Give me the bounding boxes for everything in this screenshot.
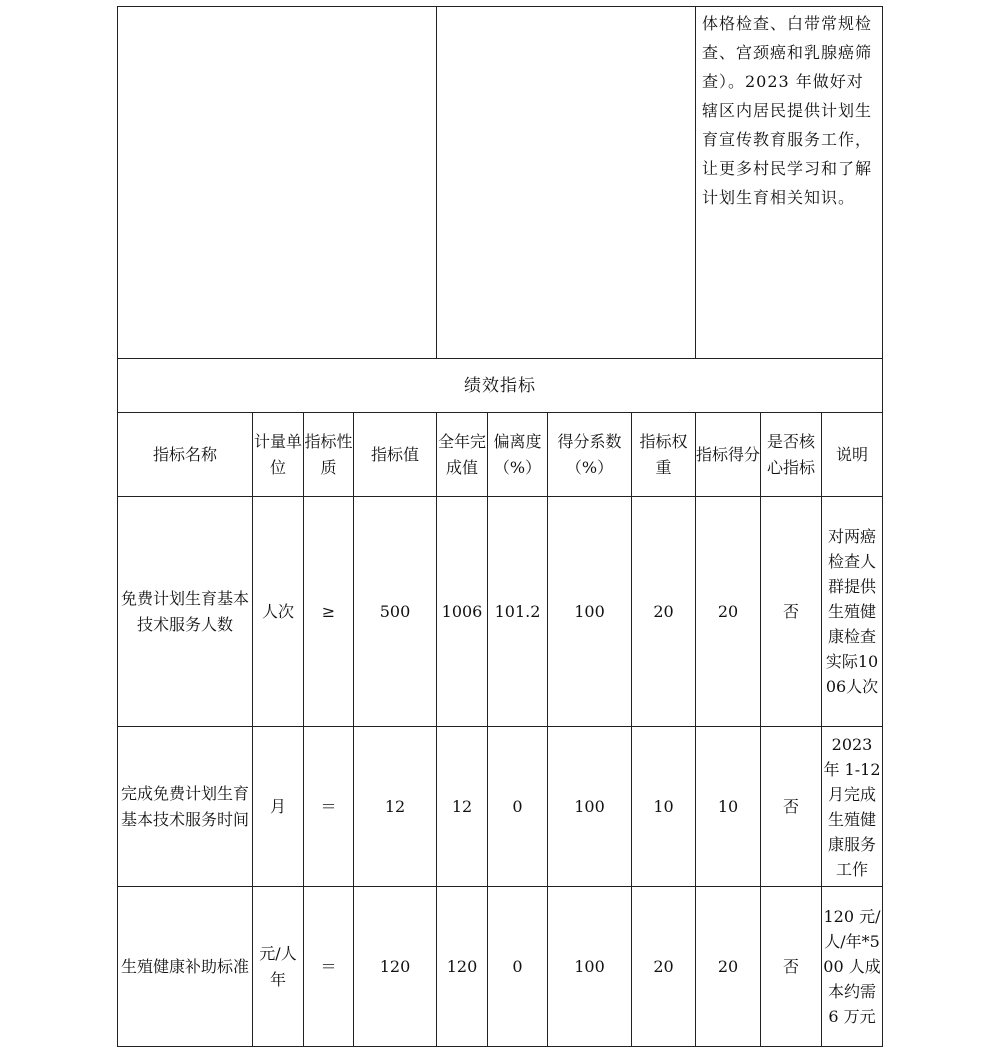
nature: ≥ <box>304 497 354 727</box>
core-flag: 否 <box>761 727 822 887</box>
note: 2023 年 1-12 月完成生殖健康服务工作 <box>822 727 883 887</box>
section-title-row <box>118 359 883 413</box>
note: 对两癌检查人群提供生殖健康检查实际1006人次 <box>822 497 883 727</box>
coefficient-value: 100 <box>548 497 632 727</box>
header-core: 是否核心指标 <box>761 413 822 497</box>
indicator-name: 生殖健康补助标准 <box>118 887 253 1047</box>
weight-value: 10 <box>632 727 696 887</box>
coefficient-value: 100 <box>548 887 632 1047</box>
target-value: 120 <box>354 887 437 1047</box>
deviation-value: 101.2 <box>488 497 548 727</box>
indicator-name: 完成免费计划生育基本技术服务时间 <box>118 727 253 887</box>
table-row <box>118 887 883 1047</box>
header-weight: 指标权重 <box>632 413 696 497</box>
header-nature: 指标性质 <box>304 413 354 497</box>
note: 120 元/人/年*500 人成本约需 6 万元 <box>822 887 883 1047</box>
unit: 月 <box>253 727 304 887</box>
unit: 元/人年 <box>253 887 304 1047</box>
score-value: 20 <box>696 497 761 727</box>
header-coefficient: 得分系数（%） <box>548 413 632 497</box>
header-score: 指标得分 <box>696 413 761 497</box>
top-content-row <box>118 7 883 359</box>
nature: ＝ <box>304 727 354 887</box>
nature: ＝ <box>304 887 354 1047</box>
header-unit: 计量单位 <box>253 413 304 497</box>
section-title: 绩效指标 <box>118 359 883 413</box>
table-row <box>118 497 883 727</box>
core-flag: 否 <box>761 497 822 727</box>
coefficient-value: 100 <box>548 727 632 887</box>
core-flag: 否 <box>761 887 822 1047</box>
target-value: 12 <box>354 727 437 887</box>
header-actual: 全年完成值 <box>437 413 488 497</box>
header-row <box>118 413 883 497</box>
performance-table <box>117 6 883 1047</box>
top-blank-cell-2 <box>437 7 696 359</box>
actual-value: 1006 <box>437 497 488 727</box>
actual-value: 120 <box>437 887 488 1047</box>
indicator-name: 免费计划生育基本技术服务人数 <box>118 497 253 727</box>
top-blank-cell-1 <box>118 7 437 359</box>
unit: 人次 <box>253 497 304 727</box>
deviation-value: 0 <box>488 887 548 1047</box>
score-value: 10 <box>696 727 761 887</box>
header-deviation: 偏离度（%） <box>488 413 548 497</box>
deviation-value: 0 <box>488 727 548 887</box>
header-indicator-name: 指标名称 <box>118 413 253 497</box>
score-value: 20 <box>696 887 761 1047</box>
performance-table-sheet <box>117 6 882 1047</box>
header-target: 指标值 <box>354 413 437 497</box>
header-note: 说明 <box>822 413 883 497</box>
weight-value: 20 <box>632 497 696 727</box>
target-value: 500 <box>354 497 437 727</box>
table-row <box>118 727 883 887</box>
actual-value: 12 <box>437 727 488 887</box>
weight-value: 20 <box>632 887 696 1047</box>
top-description-cell: 体格检查、白带常规检查、宫颈癌和乳腺癌筛查）。2023 年做好对辖区内居民提供计划生育宣传教育服务工作，让更多村民学习和了解计划生育相关知识。 <box>696 7 883 359</box>
